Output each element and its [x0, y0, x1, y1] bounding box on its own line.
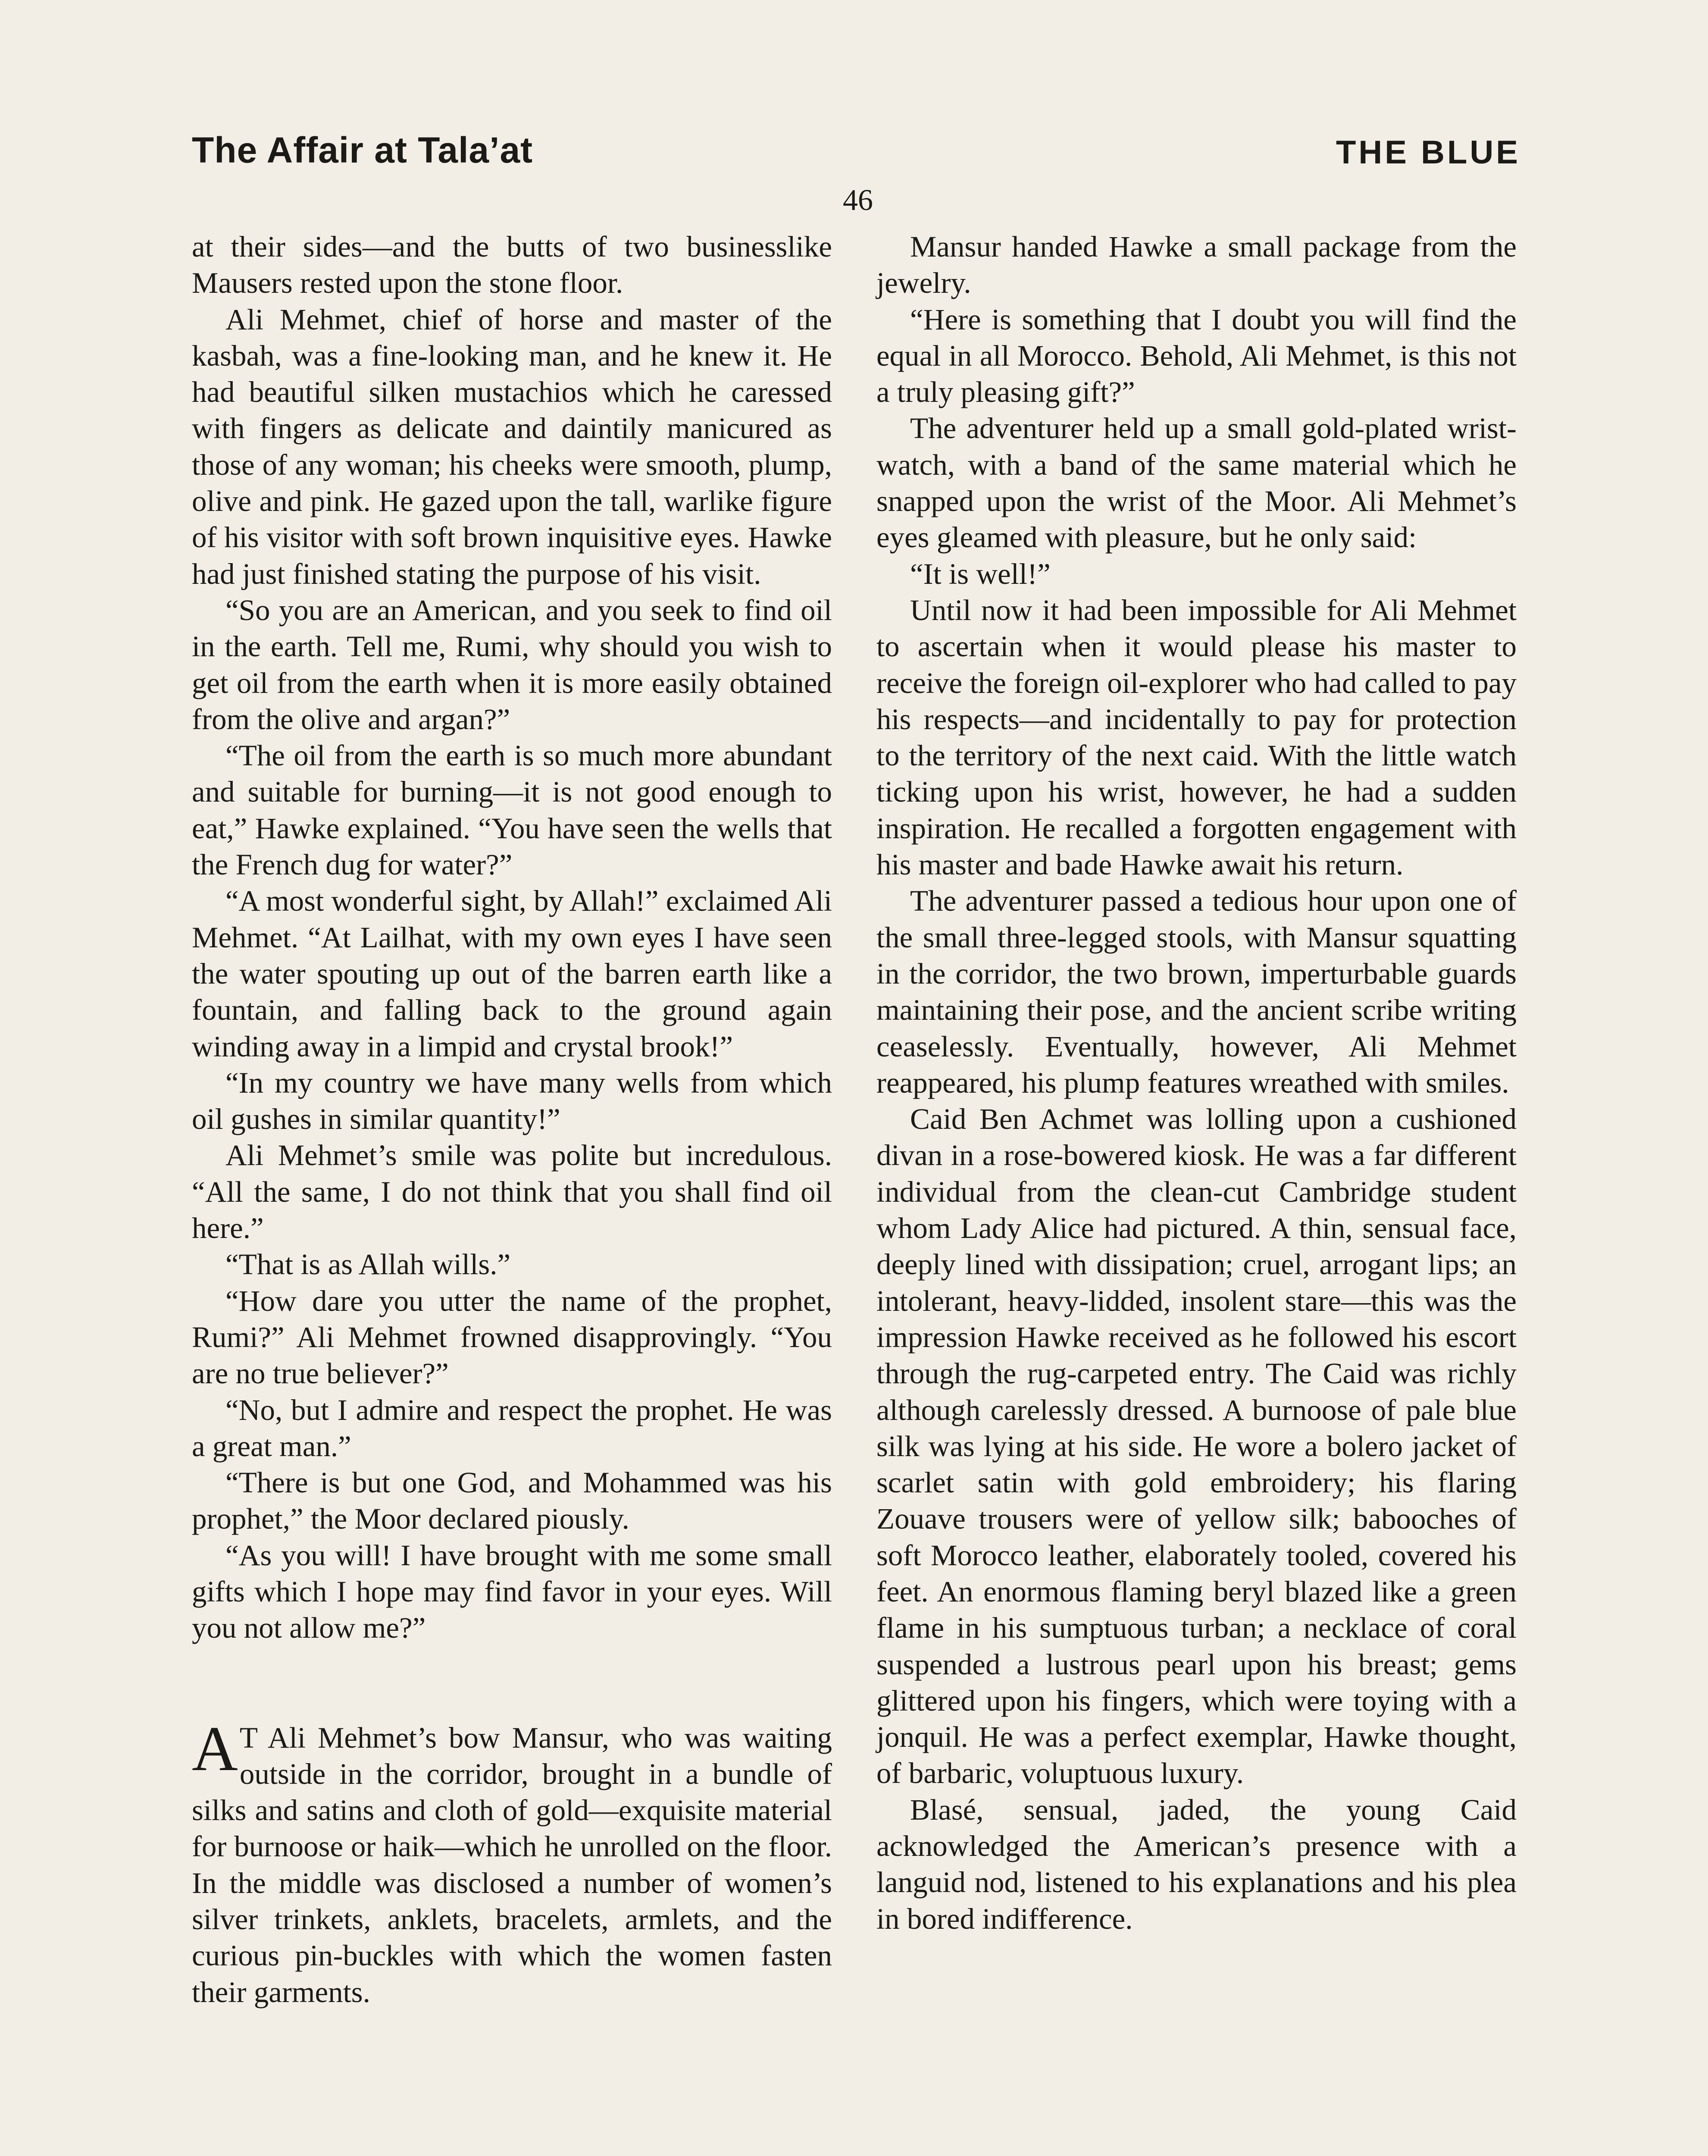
magazine-name: THE BLUE — [1336, 134, 1520, 171]
page-number: 46 — [843, 184, 873, 217]
paragraph: The adventurer passed a tedious hour upon one of the small three-legged stools, with Mansur squatting in the corridor, the two brown, imperturbable guards maintaining their pose, and the ancient scribe writing ceaselessly. Eventually, however, Ali Mehmet reappeared, his plump features wreathed with smiles. — [876, 884, 1517, 1099]
paragraph-text: T Ali Mehmet’s bow Mansur, who was waiting outside in the corridor, brought in a bundle of silks and satins and cloth of gold—exquisite material for burnoose or haik—which he unrolled on the floor. In the middle was disclosed a number of women’s silver trinkets, anklets, bracelets, armlets, and the curious pin-buckles with which the women fasten their garments. — [192, 1721, 832, 2009]
paragraph: “How dare you utter the name of the prophet, Rumi?” Ali Mehmet frowned disapprovingly. “You are no true believer?” — [192, 1284, 832, 1390]
paragraph: “The oil from the earth is so much more abundant and suitable for burning—it is not good enough to eat,” Hawke explained. “You have seen the wells that the French dug for water?” — [192, 739, 832, 881]
story-title: The Affair at Tala’at — [192, 130, 533, 170]
paragraph: “In my country we have many wells from which oil gushes in similar quantity!” — [192, 1066, 832, 1136]
paragraph: “So you are an American, and you seek to find oil in the earth. Tell me, Rumi, why should you wish to get oil from the earth when it is more easily obtained from the olive and argan?” — [192, 593, 832, 736]
paragraph: Mansur handed Hawke a small package from the jewelry. — [876, 230, 1517, 300]
drop-cap: A — [192, 1713, 238, 1784]
right-column — [876, 229, 1517, 1937]
left-column — [192, 229, 832, 2010]
paragraph: “As you will! I have brought with me some small gifts which I hope may find favor in your eyes. Will you not allow me?” — [192, 1539, 832, 1645]
paragraph: Ali Mehmet, chief of horse and master of the kasbah, was a fine-looking man, and he knew it. He had beautiful silken mustachios which he caressed with fingers as delicate and daintily manicured as those of any woman; his cheeks were smooth, plump, olive and pink. He gazed upon the tall, warlike figure of his visitor with soft brown inquisitive eyes. Hawke had just finished stating the purpose of his visit. — [192, 303, 832, 590]
paragraph: The adventurer held up a small gold-plated wrist-watch, with a band of the same material which he snapped upon the wrist of the Moor. Ali Mehmet’s eyes gleamed with pleasure, but he only said: — [876, 412, 1517, 554]
paragraph: Caid Ben Achmet was lolling upon a cushioned divan in a rose-bowered kiosk. He was a far different individual from the clean-cut Cambridge student whom Lady Alice had pictured. A thin, sensual face, deeply lined with dissipation; cruel, arrogant lips; an intolerant, heavy-lidded, insolent stare—this was the impression Hawke received as he followed his escort through the rug-carpeted entry. The Caid was richly although carelessly dressed. A burnoose of pale blue silk was lying at his side. He wore a bolero jacket of scarlet satin with gold embroidery; his flaring Zouave trousers were of yellow silk; babooches of soft Morocco leather, elaborately tooled, covered his feet. An enormous flaming beryl blazed like a green flame in his sumptuous turban; a necklace of coral suspended a lustrous pearl upon his breast; gems glittered upon his fingers, which were toying with a jonquil. He was a perfect exemplar, Hawke thought, of barbaric, voluptuous luxury. — [876, 1103, 1517, 1790]
paragraph: “No, but I admire and respect the prophet. He was a great man.” — [192, 1393, 832, 1463]
section-break — [192, 1646, 832, 1720]
paragraph: Ali Mehmet’s smile was polite but incredulous. “All the same, I do not think that you shall find oil here.” — [192, 1139, 832, 1245]
paragraph: at their sides—and the butts of two businesslike Mausers rested upon the stone floor. — [192, 230, 832, 300]
paragraph: Blasé, sensual, jaded, the young Caid acknowledged the American’s presence with a languid nod, listened to his explanations and his plea in bored indifference. — [876, 1793, 1517, 1935]
paragraph: Until now it had been impossible for Ali Mehmet to ascertain when it would please his master to receive the foreign oil-explorer who had called to pay his respects—and incidentally to pay for protection to the territory of the next caid. With the little watch ticking upon his wrist, however, he had a sudden inspiration. He recalled a forgotten engagement with his master and bade Hawke await his return. — [876, 593, 1517, 881]
paragraph: “That is as Allah wills.” — [225, 1248, 511, 1281]
dropcap-paragraph — [192, 1713, 832, 2010]
paragraph: “It is well!” — [910, 557, 1051, 590]
paragraph: “Here is something that I doubt you will find the equal in all Morocco. Behold, Ali Mehmet, is this not a truly pleasing gift?” — [876, 303, 1517, 409]
paragraph: “A most wonderful sight, by Allah!” exclaimed Ali Mehmet. “At Lailhat, with my own eyes I have seen the water spouting up out of the barren earth like a fountain, and falling back to the ground again winding away in a limpid and crystal brook!” — [192, 884, 832, 1063]
paragraph: “There is but one God, and Mohammed was his prophet,” the Moor declared piously. — [192, 1466, 832, 1536]
